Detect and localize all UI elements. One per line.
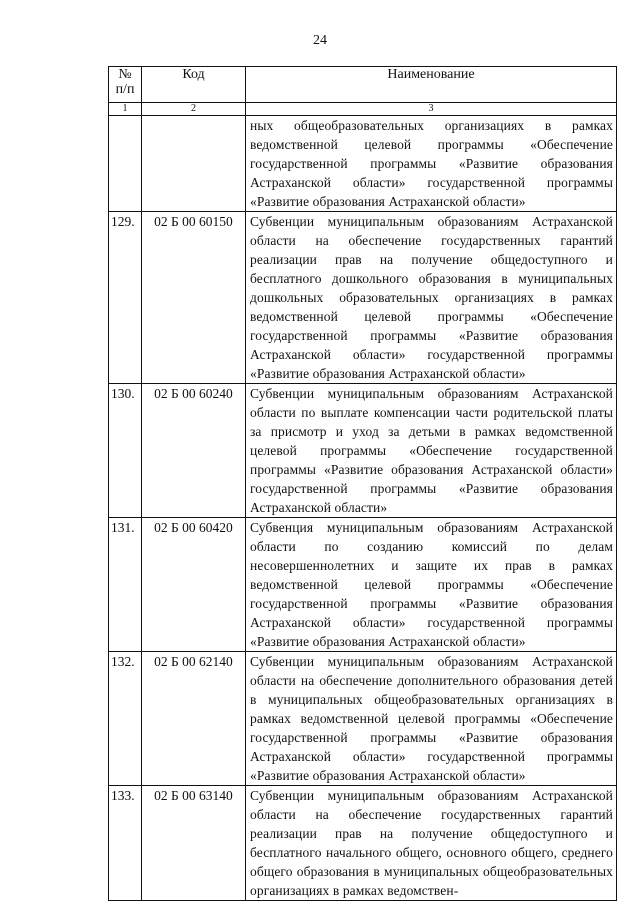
- header-num: № п/п: [109, 67, 142, 103]
- row-code: 02 Б 00 60240: [142, 384, 246, 518]
- row-name: Субвенции муниципальным образованиям Астраханской области на обеспечение государственных гарантий реализации прав на получение общедоступного и бесплатного начального общего, основного общего, среднего общего образования в муниципальных общеобразовательных организациях в рамках ведомствен-: [246, 786, 617, 901]
- column-index: 3: [246, 103, 617, 116]
- row-number: 129.: [109, 212, 142, 384]
- row-name: ных общеобразовательных организациях в рамках ведомственной целевой программы «Обеспечение государственной программы «Развитие образования Астраханской области» государственной программы «Развитие образования Астраханской области»: [246, 116, 617, 212]
- header-code: Код: [142, 67, 246, 103]
- table-row: [109, 384, 617, 518]
- table-row: [109, 652, 617, 786]
- row-code: 02 Б 00 60150: [142, 212, 246, 384]
- row-name: Субвенции муниципальным образованиям Астраханской области на обеспечение дополнительного образования детей в муниципальных общеобразовательных организациях в рамках ведомственной целевой программы «Обеспечение государственной программы «Развитие образования Астраханской области» государственной программы «Развитие образования Астраханской области»: [246, 652, 617, 786]
- column-index-row: [109, 103, 617, 116]
- table-row: [109, 116, 617, 212]
- row-code: 02 Б 00 63140: [142, 786, 246, 901]
- row-number: 133.: [109, 786, 142, 901]
- column-index: 1: [109, 103, 142, 116]
- row-number: 131.: [109, 518, 142, 652]
- row-name: Субвенции муниципальным образованиям Астраханской области на обеспечение государственных гарантий реализации прав на получение общедоступного и бесплатного дошкольного образования в муниципальных дошкольных образовательных организациях в рамках ведомственной целевой программы «Обеспечение государственной программы «Развитие образования Астраханской области» государственной программы «Развитие образования Астраханской области»: [246, 212, 617, 384]
- table-header-row: [109, 67, 617, 103]
- row-code: [142, 116, 246, 212]
- row-number: 132.: [109, 652, 142, 786]
- table-row: [109, 212, 617, 384]
- row-number: 130.: [109, 384, 142, 518]
- row-number: [109, 116, 142, 212]
- column-index: 2: [142, 103, 246, 116]
- row-code: 02 Б 00 62140: [142, 652, 246, 786]
- row-code: 02 Б 00 60420: [142, 518, 246, 652]
- table-row: [109, 518, 617, 652]
- row-name: Субвенции муниципальным образованиям Астраханской области по выплате компенсации части родительской платы за присмотр и уход за детьми в рамках ведомственной целевой программы «Обеспечение государственной программы «Развитие образования Астраханской области» государственной программы «Развитие образования Астраханской области»: [246, 384, 617, 518]
- table-row: [109, 786, 617, 901]
- row-name: Субвенция муниципальным образованиям Астраханской области по созданию комиссий по делам несовершеннолетних и защите их прав в рамках ведомственной целевой программы «Обеспечение государственной программы «Развитие образования Астраханской области» государственной программы «Развитие образования Астраханской области»: [246, 518, 617, 652]
- budget-classification-table: [108, 66, 617, 901]
- page-number: 24: [313, 33, 327, 48]
- header-name: Наименование: [246, 67, 617, 103]
